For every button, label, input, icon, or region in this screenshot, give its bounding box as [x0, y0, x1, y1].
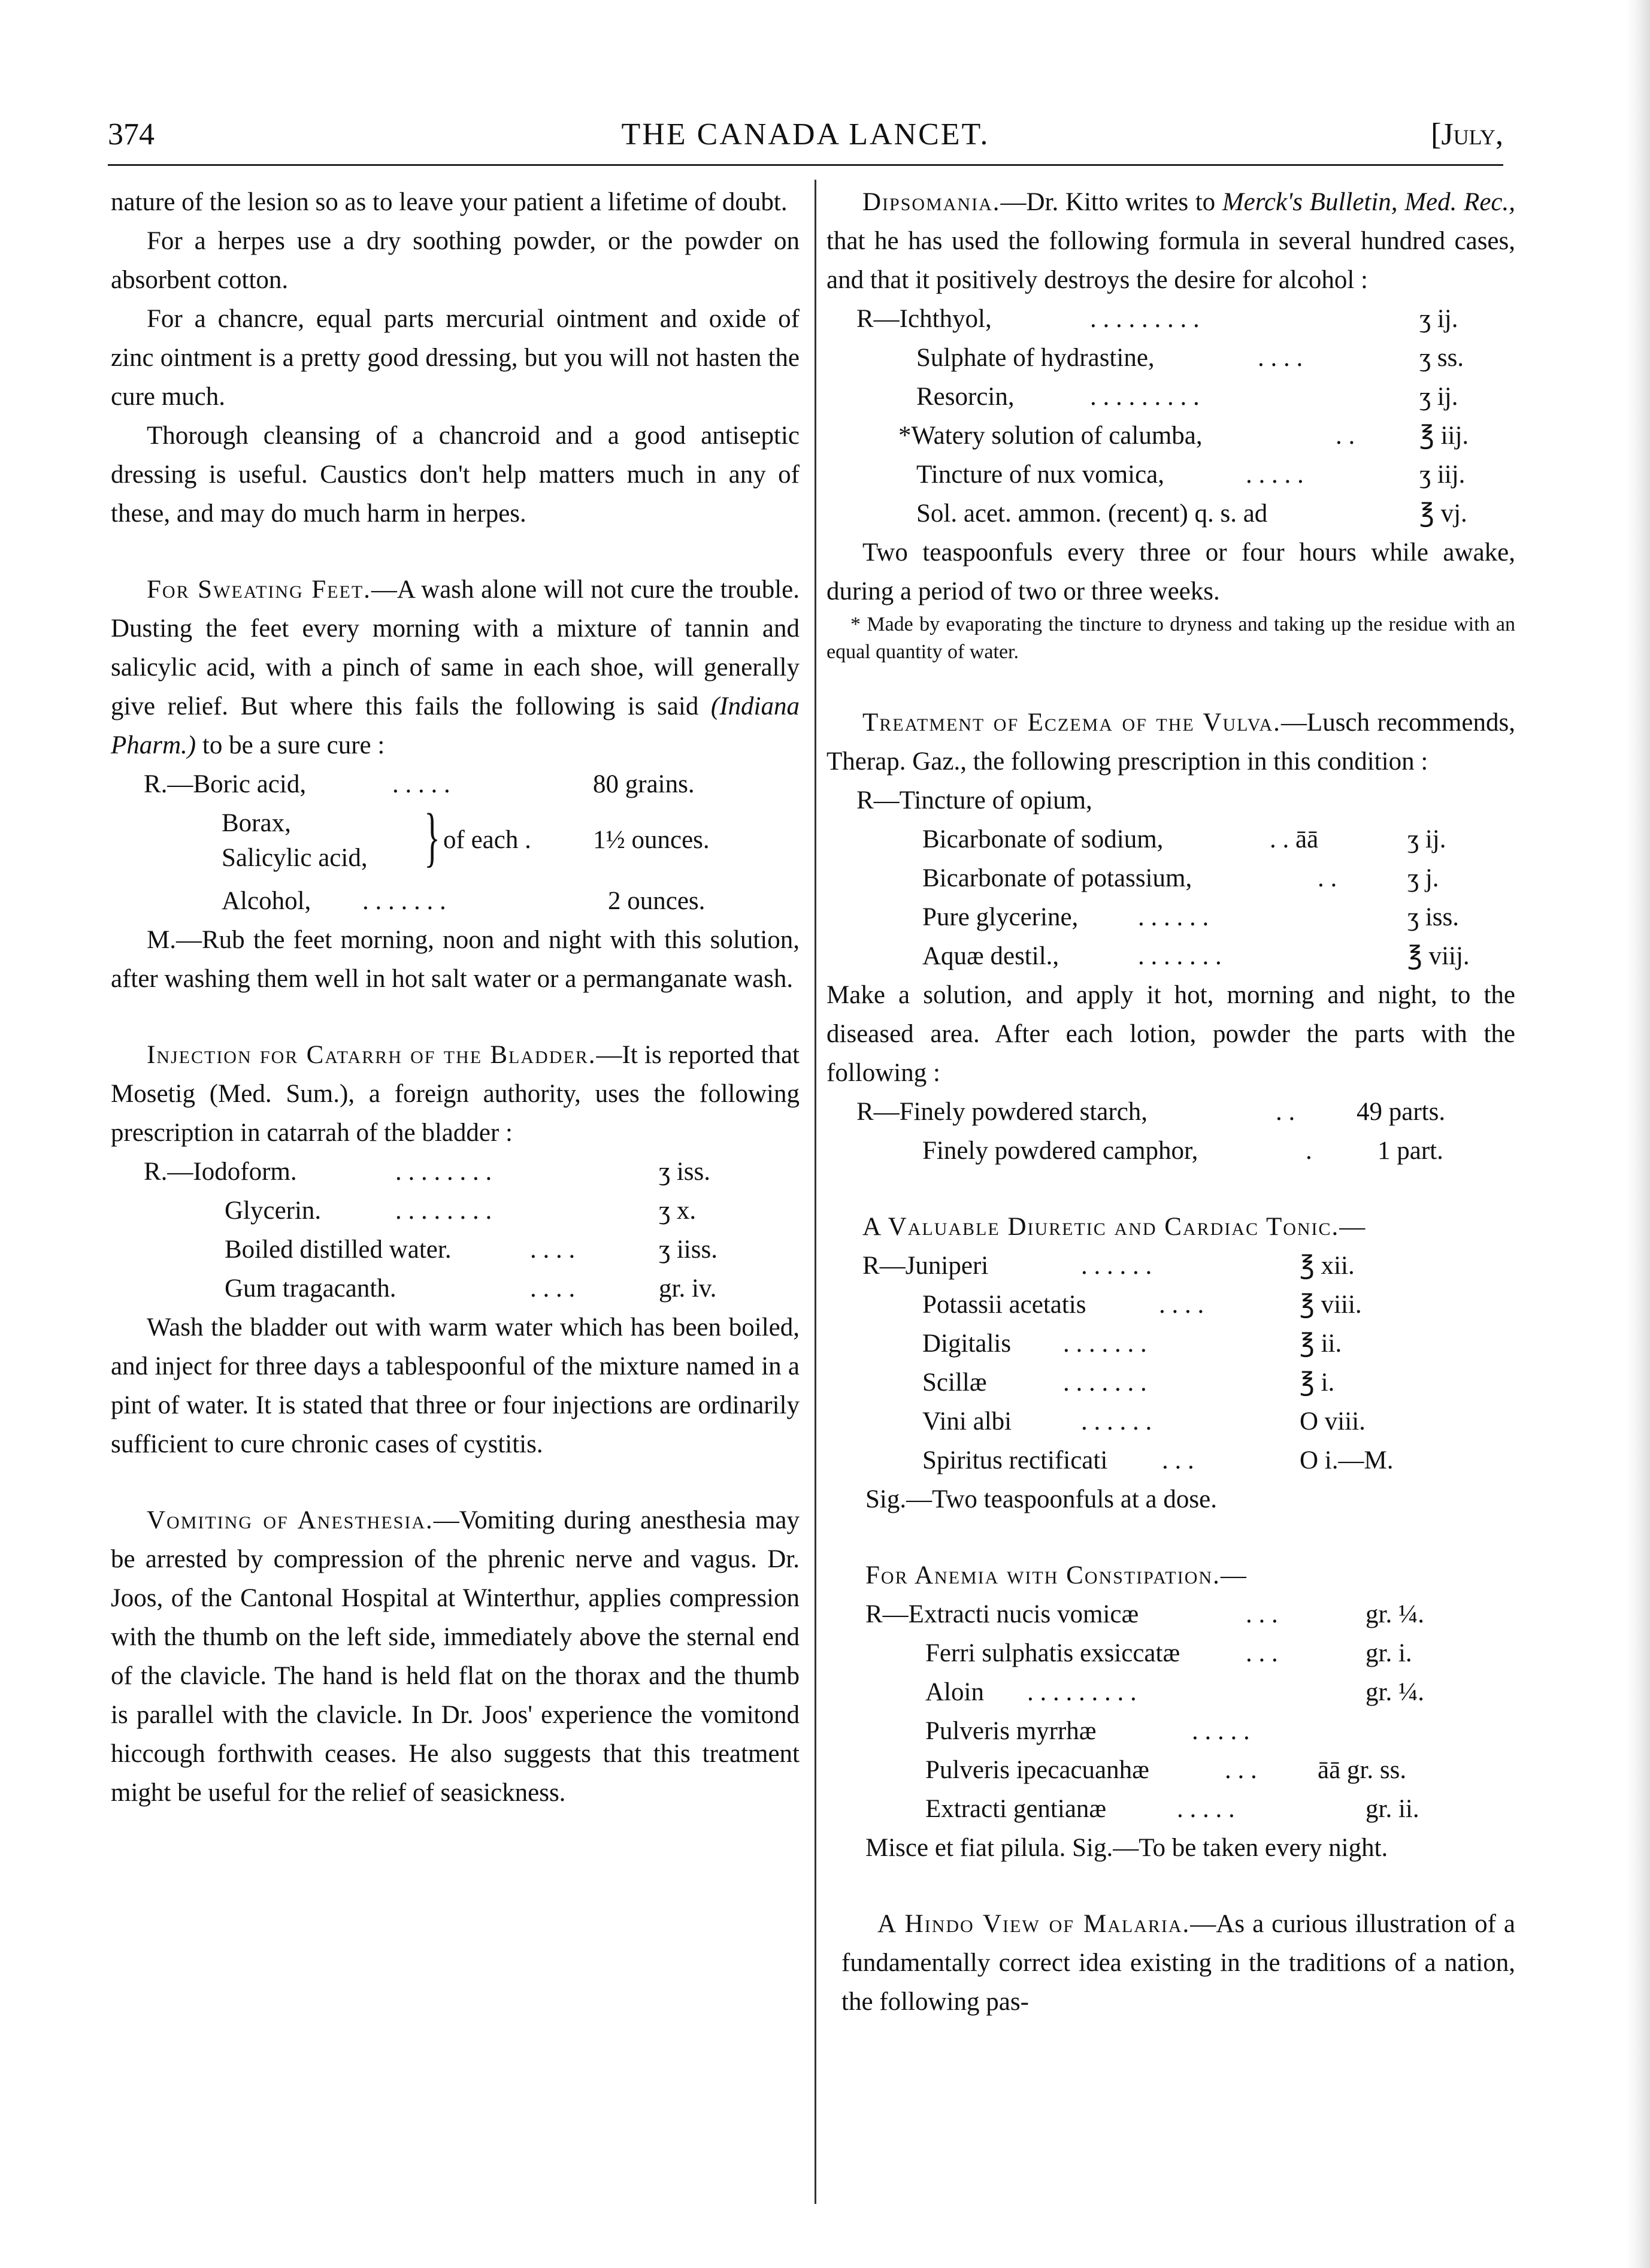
- prescription-line: R—Juniperi . . . . . . ℥ xii.: [862, 1252, 1355, 1280]
- section-heading: Vomiting of Anesthesia.: [147, 1506, 434, 1534]
- paragraph-anemia-directions: Misce et fiat pilula. Sig.—To be taken every night.: [865, 1834, 1388, 1862]
- header-month: [July,: [1431, 117, 1503, 152]
- prescription-line: Finely powdered camphor, . 1 part.: [922, 1137, 1443, 1165]
- paragraph-injection-directions: Wash the bladder out with warm water which has been boiled, and inject for three days a tablespoonful of the mixture named in a pint of water. It is stated that three or four injections are ordinarily sufficient to cure chronic cases of cystitis.: [111, 1313, 800, 1458]
- section-dipsomania: Dipsomania.—Dr. Kitto writes to Merck's Bulletin, Med. Rec., that he has used the following formula in several hundred cases, and that it positively destroys the desire for alcohol :: [826, 188, 1515, 294]
- prescription-line: R.—Iodoform. . . . . . . . . ʒ iss.: [144, 1158, 710, 1186]
- prescription-line: Aquæ destil., . . . . . . . ℥ viij.: [922, 942, 1470, 970]
- prescription-line: Extracti gentianæ . . . . . gr. ii.: [925, 1795, 1419, 1823]
- left-column: [111, 183, 800, 1812]
- section-vomiting-anesthesia: Vomiting of Anesthesia.—Vomiting during anesthesia may be arrested by compression of the phrenic nerve and vagus. Dr. Joos, of the Cantonal Hospital at Winterthur, applies compression with the thumb on the left side, immediately above the sternal end of the clavicle. The hand is held flat on the thorax and the thumb is parallel with the clavicle. In Dr. Joos' experience the vomitond hiccough forthwith ceases. He also suggests that this treatment might be useful for the relief of seasickness.: [111, 1506, 800, 1807]
- right-column: [826, 183, 1515, 2021]
- prescription-line: Spiritus rectificati . . . O i.—M.: [922, 1446, 1394, 1474]
- paragraph-dipsomania-directions: Two teaspoonfuls every three or four hours while awake, during a period of two or three weeks.: [826, 538, 1515, 605]
- prescription-line: Ferri sulphatis exsiccatæ . . . gr. i.: [925, 1639, 1412, 1667]
- paragraph-chancroid: Thorough cleansing of a chancroid and a good antiseptic dressing is useful. Caustics don't help matters much in any of these, and may do much harm in herpes.: [111, 422, 800, 528]
- prescription-line: R—Tincture of opium,: [856, 786, 1092, 814]
- footnote: * Made by evaporating the tincture to dryness and taking up the residue with an equal quantity of water.: [826, 613, 1515, 663]
- prescription-line: Sulphate of hydrastine, . . . . ʒ ss.: [916, 344, 1464, 372]
- prescription-line: Pure glycerine, . . . . . . ʒ iss.: [922, 903, 1459, 931]
- prescription-line: Glycerin. . . . . . . . . ʒ x.: [225, 1197, 697, 1225]
- section-hindo-malaria: A Hindo View of Malaria.—As a curious illustration of a fundamentally correct idea existing in the traditions of a nation, the following pas-: [841, 1910, 1515, 2016]
- prescription-line: *Watery solution of calumba, . . ℥ iij.: [898, 422, 1469, 450]
- prescription-line: Pulveris ipecacuanhæ . . . āā gr. ss.: [925, 1756, 1407, 1784]
- prescription-brace: Borax, Salicylic acid, } of each . 1½ ounces.: [222, 800, 710, 873]
- page-edge-shadow: [1626, 0, 1650, 2268]
- header-rule: [108, 164, 1503, 166]
- paragraph-eczema-directions: Make a solution, and apply it hot, morning and night, to the diseased area. After each lotion, powder the parts with the following :: [826, 981, 1515, 1087]
- page-header: [108, 117, 1503, 159]
- section-heading: Dipsomania.: [862, 188, 1001, 216]
- prescription-line: Gum tragacanth. . . . . gr. iv.: [225, 1274, 717, 1303]
- paragraph-sweat-directions: M.—Rub the feet morning, noon and night with this solution, after washing them well in hot salt water or a permanganate wash.: [111, 926, 800, 993]
- section-heading: Injection for Catarrh of the Bladder.: [147, 1041, 597, 1069]
- prescription-line: Resorcin, . . . . . . . . . ʒ ij.: [916, 383, 1458, 411]
- prescription-line: Pulveris myrrhæ . . . . .: [925, 1717, 1250, 1745]
- paragraph-herpes: For a herpes use a dry soothing powder, or the powder on absorbent cotton.: [111, 227, 800, 294]
- section-heading: A Hindo View of Malaria.: [877, 1910, 1191, 1938]
- prescription-line: Alcohol, . . . . . . . 2 ounces.: [222, 887, 706, 915]
- prescription-line: Tincture of nux vomica, . . . . . ʒ iij.: [916, 461, 1466, 489]
- section-heading: Treatment of Eczema of the Vulva.: [862, 708, 1281, 737]
- column-divider: [815, 180, 816, 2204]
- journal-title: THE CANADA LANCET.: [621, 117, 990, 152]
- prescription-line: Bicarbonate of potassium, . . ʒ j.: [922, 864, 1439, 892]
- prescription-line: R—Finely powdered starch, . . 49 parts.: [856, 1098, 1446, 1126]
- paragraph-lesion: nature of the lesion so as to leave your patient a lifetime of doubt.: [111, 188, 788, 216]
- page-number: 374: [108, 117, 155, 152]
- section-heading: A Valuable Diuretic and Cardiac Tonic.—: [862, 1213, 1367, 1241]
- prescription-line: Digitalis . . . . . . . ℥ ii.: [922, 1330, 1342, 1358]
- prescription-line: Sol. acet. ammon. (recent) q. s. ad ℥ vj.: [916, 499, 1467, 528]
- section-diuretic-tonic: [826, 1207, 1515, 1246]
- prescription-line: R—Extracti nucis vomicæ . . . gr. ¼.: [865, 1600, 1424, 1628]
- prescription-line: Potassii acetatis . . . . ℥ viii.: [922, 1291, 1362, 1319]
- prescription-line: R.—Boric acid, . . . . . 80 grains.: [144, 770, 695, 798]
- paragraph-diuretic-sig: Sig.—Two teaspoonfuls at a dose.: [865, 1485, 1217, 1513]
- section-injection-bladder: Injection for Catarrh of the Bladder.—It is reported that Mosetig (Med. Sum.), a foreign authority, uses the following prescription in catarrah of the bladder :: [111, 1041, 800, 1147]
- prescription-line: Scillæ . . . . . . . ℥ i.: [922, 1368, 1335, 1397]
- prescription-line: Aloin . . . . . . . . . gr. ¼.: [925, 1678, 1424, 1706]
- prescription-line: Bicarbonate of sodium, . . āā ʒ ij.: [922, 825, 1446, 853]
- prescription-line: Boiled distilled water. . . . . ʒ iiss.: [225, 1236, 717, 1264]
- section-heading: For Anemia with Constipation.—: [865, 1561, 1248, 1589]
- section-eczema-vulva: Treatment of Eczema of the Vulva.—Lusch recommends, Therap. Gaz., the following prescription in this condition :: [826, 708, 1515, 776]
- brace-glyph: }: [424, 800, 440, 873]
- section-sweating-feet: For Sweating Feet.—A wash alone will not cure the trouble. Dusting the feet every morning with a mixture of tannin and salicylic acid, with a pinch of same in each shoe, will generally give relief. But where this fails the following is said (Indiana Pharm.) to be a sure cure :: [111, 576, 800, 759]
- prescription-line: R—Ichthyol, . . . . . . . . . ʒ ij.: [856, 305, 1458, 333]
- prescription-line: Vini albi . . . . . . O viii.: [922, 1407, 1366, 1436]
- paragraph-chancre: For a chancre, equal parts mercurial ointment and oxide of zinc ointment is a pretty good dressing, but you will not hasten the cure much.: [111, 305, 800, 411]
- section-anemia-constipation: [826, 1556, 1515, 1595]
- section-heading: For Sweating Feet.: [147, 576, 371, 604]
